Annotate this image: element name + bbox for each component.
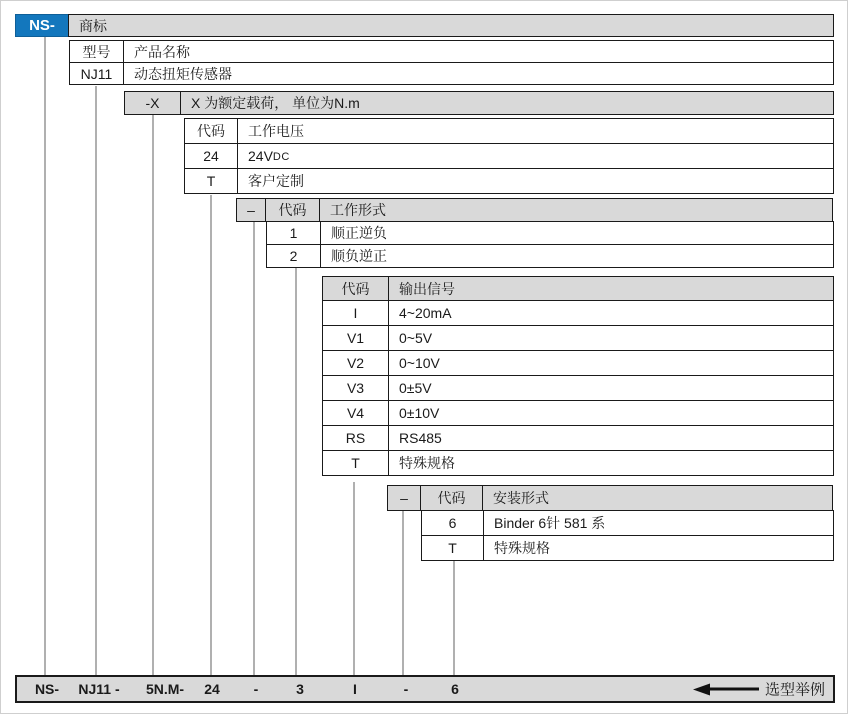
voltage-value-24 [237, 143, 834, 169]
example-segment-workform: 3 [296, 681, 304, 697]
example-segment-dash1: - [253, 681, 259, 697]
voltage-table [184, 118, 834, 194]
voltage-value-smallcaps: DC [272, 151, 290, 163]
brand-label-cell: 商标 [68, 14, 834, 37]
connector-line-workform [295, 268, 297, 675]
output-code-i: I [322, 300, 389, 326]
example-bar [15, 675, 835, 703]
load-row [124, 91, 834, 115]
table-row [421, 510, 834, 536]
connector-line-output [353, 482, 355, 675]
example-pointer [693, 679, 825, 700]
table-row [69, 40, 834, 63]
mount-header-code: 代码 [420, 485, 483, 511]
connector-line-voltage [210, 195, 212, 675]
voltage-code-t: T [184, 168, 238, 194]
workform-code-2: 2 [266, 244, 321, 268]
table-row [421, 535, 834, 561]
table-row [184, 118, 834, 144]
example-segment-load: 5N.M- [145, 681, 185, 697]
output-code-t: T [322, 450, 389, 476]
workform-value-2: 顺负逆正 [320, 244, 834, 268]
example-label: 选型举例 [764, 681, 825, 699]
table-row [322, 375, 834, 401]
left-arrow-icon [693, 683, 710, 695]
connector-line-brand [44, 37, 46, 675]
load-code: -X [124, 91, 181, 115]
voltage-value-main: 24V [248, 148, 273, 164]
connector-line-dash1 [253, 221, 255, 675]
output-table [322, 276, 834, 476]
workform-code-1: 1 [266, 221, 321, 245]
mount-value-6: Binder 6针 581 系 [483, 510, 834, 536]
table-row [322, 325, 834, 351]
example-segment-mount: 6 [451, 681, 459, 697]
mount-value-t: 特殊规格 [483, 535, 834, 561]
mount-header [387, 485, 833, 511]
voltage-code-24: 24 [184, 143, 238, 169]
table-row [184, 143, 834, 169]
example-segment-voltage: 24 [204, 681, 220, 697]
brand-prefix-cell: NS- [15, 14, 69, 37]
workform-body [266, 221, 834, 268]
voltage-value-main: 客户定制 [248, 173, 304, 189]
connector-line-dash2 [402, 510, 404, 675]
model-value: 动态扭矩传感器 [123, 62, 834, 85]
connector-line-load [152, 114, 154, 675]
brand-row [15, 14, 834, 37]
table-row [322, 400, 834, 426]
table-row [322, 450, 834, 476]
output-value-v4: 0±10V [388, 400, 834, 426]
voltage-header-code: 代码 [184, 118, 238, 144]
arrow-tail-line [709, 688, 759, 691]
mount-dash-cell: – [387, 485, 421, 511]
workform-header-label: 工作形式 [319, 198, 833, 222]
table-row [322, 300, 834, 326]
workform-header [236, 198, 833, 222]
table-row [184, 168, 834, 194]
mount-body [421, 510, 834, 561]
table-row [387, 485, 833, 511]
table-row [322, 350, 834, 376]
mount-code-6: 6 [421, 510, 484, 536]
model-header-label: 产品名称 [123, 40, 834, 63]
output-code-v1: V1 [322, 325, 389, 351]
voltage-header-label: 工作电压 [237, 118, 834, 144]
output-header-label: 输出信号 [388, 276, 834, 301]
output-value-i: 4~20mA [388, 300, 834, 326]
output-code-v2: V2 [322, 350, 389, 376]
model-table [69, 40, 834, 85]
output-code-v4: V4 [322, 400, 389, 426]
example-segment-prefix: NS- [34, 681, 60, 697]
output-value-v3: 0±5V [388, 375, 834, 401]
output-code-rs: RS [322, 425, 389, 451]
table-row [266, 221, 834, 245]
example-segment-model: NJ11 - [78, 681, 120, 697]
example-segment-dash2: - [403, 681, 409, 697]
table-row [266, 244, 834, 268]
output-value-rs: RS485 [388, 425, 834, 451]
table-row [322, 425, 834, 451]
voltage-value-t [237, 168, 834, 194]
output-code-v3: V3 [322, 375, 389, 401]
output-value-v1: 0~5V [388, 325, 834, 351]
table-row [322, 276, 834, 301]
workform-dash-cell: – [236, 198, 266, 222]
model-header-code: 型号 [69, 40, 124, 63]
connector-line-model [95, 86, 97, 675]
load-label: X 为额定载荷， 单位为N.m [180, 91, 834, 115]
output-value-v2: 0~10V [388, 350, 834, 376]
model-code: NJ11 [69, 62, 124, 85]
table-row [69, 62, 834, 85]
output-header-code: 代码 [322, 276, 389, 301]
output-value-t: 特殊规格 [388, 450, 834, 476]
workform-value-1: 顺正逆负 [320, 221, 834, 245]
connector-line-mount [453, 561, 455, 675]
example-segment-output: I [353, 681, 357, 697]
mount-code-t: T [421, 535, 484, 561]
table-row [236, 198, 833, 222]
mount-header-label: 安装形式 [482, 485, 833, 511]
table-row [124, 91, 834, 115]
workform-header-code: 代码 [265, 198, 320, 222]
